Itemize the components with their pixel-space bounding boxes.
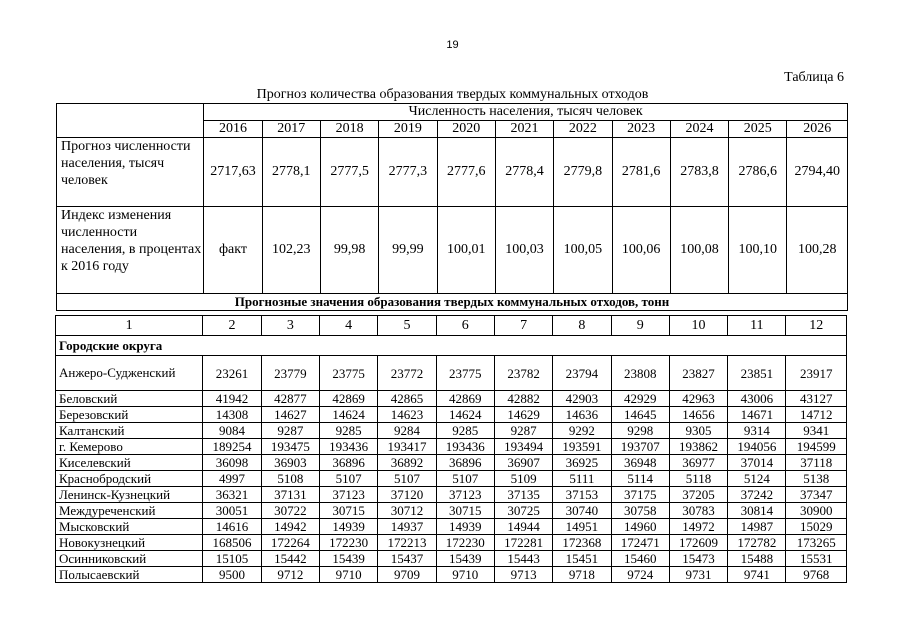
value-cell: 5107 <box>436 471 494 487</box>
year-cell: 2018 <box>320 121 378 138</box>
value-cell: 172213 <box>378 535 436 551</box>
value-cell: 42882 <box>494 391 552 407</box>
value-cell: 9500 <box>203 567 261 583</box>
group-row <box>56 336 847 356</box>
table-row <box>56 503 847 519</box>
value-cell: 36321 <box>203 487 261 503</box>
row-label: Индекс изменения численности населения, в процентах к 2016 году <box>57 207 204 294</box>
value-cell: 37120 <box>378 487 436 503</box>
value-cell: 99,98 <box>320 207 378 294</box>
table-row <box>56 471 847 487</box>
value-cell: 37205 <box>669 487 727 503</box>
value-cell: 36948 <box>611 455 669 471</box>
value-cell: 9285 <box>436 423 494 439</box>
table-row <box>56 567 847 583</box>
value-cell: 5111 <box>553 471 611 487</box>
value-cell: 9718 <box>553 567 611 583</box>
value-cell: 37123 <box>319 487 377 503</box>
value-cell: 41942 <box>203 391 261 407</box>
value-cell: 9298 <box>611 423 669 439</box>
value-cell: 9084 <box>203 423 261 439</box>
value-cell: 42903 <box>553 391 611 407</box>
value-cell: 172782 <box>728 535 786 551</box>
value-cell: 30051 <box>203 503 261 519</box>
year-cell: 2016 <box>204 121 262 138</box>
value-cell: 172230 <box>319 535 377 551</box>
value-cell: 2777,5 <box>320 138 378 207</box>
value-cell: 30740 <box>553 503 611 519</box>
value-cell: 36907 <box>494 455 552 471</box>
value-cell: 14939 <box>319 519 377 535</box>
table-row <box>56 487 847 503</box>
value-cell: 14671 <box>728 407 786 423</box>
value-cell: 15460 <box>611 551 669 567</box>
value-cell: 23772 <box>378 356 436 391</box>
value-cell: 9292 <box>553 423 611 439</box>
value-cell: 37131 <box>261 487 319 503</box>
value-cell: 14636 <box>553 407 611 423</box>
district-name: Беловский <box>56 391 203 407</box>
value-cell: 9768 <box>786 567 847 583</box>
value-cell: 42963 <box>669 391 727 407</box>
value-cell: 5118 <box>669 471 727 487</box>
column-number: 10 <box>669 316 727 336</box>
value-cell: 5107 <box>378 471 436 487</box>
value-cell: 9285 <box>319 423 377 439</box>
value-cell: 14645 <box>611 407 669 423</box>
value-cell: 9713 <box>494 567 552 583</box>
population-forecast-row <box>57 138 848 207</box>
value-cell: 23827 <box>669 356 727 391</box>
value-cell: 15451 <box>553 551 611 567</box>
value-cell: 36977 <box>669 455 727 471</box>
value-cell: 172471 <box>611 535 669 551</box>
value-cell: 23261 <box>203 356 261 391</box>
value-cell: 5109 <box>494 471 552 487</box>
value-cell: 9284 <box>378 423 436 439</box>
year-cell: 2019 <box>379 121 437 138</box>
value-cell: 14623 <box>378 407 436 423</box>
value-cell: 99,99 <box>379 207 437 294</box>
value-cell: 14308 <box>203 407 261 423</box>
value-cell: 30814 <box>728 503 786 519</box>
value-cell: 30783 <box>669 503 727 519</box>
value-cell: 14627 <box>261 407 319 423</box>
value-cell: 30715 <box>319 503 377 519</box>
district-name: Калтанский <box>56 423 203 439</box>
value-cell: 5138 <box>786 471 847 487</box>
value-cell: 2777,6 <box>437 138 495 207</box>
value-cell: 15105 <box>203 551 261 567</box>
value-cell: 100,05 <box>554 207 612 294</box>
value-cell: 30722 <box>261 503 319 519</box>
value-cell: 193475 <box>261 439 319 455</box>
year-cell: 2025 <box>729 121 787 138</box>
value-cell: 9724 <box>611 567 669 583</box>
year-cell: 2024 <box>670 121 728 138</box>
value-cell: 14629 <box>494 407 552 423</box>
table-row <box>56 455 847 471</box>
column-number: 3 <box>261 316 319 336</box>
value-cell: 100,06 <box>612 207 670 294</box>
value-cell: 23775 <box>319 356 377 391</box>
column-number: 4 <box>319 316 377 336</box>
district-name: Мысковский <box>56 519 203 535</box>
value-cell: 100,08 <box>670 207 728 294</box>
value-cell: 9710 <box>436 567 494 583</box>
value-cell: 14987 <box>728 519 786 535</box>
value-cell: 9305 <box>669 423 727 439</box>
district-name: Анжеро-Судженский <box>56 356 203 391</box>
value-cell: 36098 <box>203 455 261 471</box>
value-cell: 23794 <box>553 356 611 391</box>
column-number: 5 <box>378 316 436 336</box>
column-number: 7 <box>494 316 552 336</box>
table-row <box>56 535 847 551</box>
table-row <box>56 519 847 535</box>
year-cell: 2020 <box>437 121 495 138</box>
value-cell: 2717,63 <box>204 138 262 207</box>
group-title: Городские округа <box>56 336 847 356</box>
column-number: 9 <box>611 316 669 336</box>
year-cell: 2026 <box>787 121 848 138</box>
population-table <box>56 103 848 311</box>
column-numbers-row <box>56 316 847 336</box>
waste-forecast-table <box>55 315 847 583</box>
value-cell: 9709 <box>378 567 436 583</box>
district-name: Ленинск-Кузнецкий <box>56 487 203 503</box>
value-cell: 189254 <box>203 439 261 455</box>
forecast-header-row <box>57 294 848 311</box>
value-cell: 173265 <box>786 535 847 551</box>
value-cell: 30758 <box>611 503 669 519</box>
value-cell: 36892 <box>378 455 436 471</box>
forecast-header: Прогнозные значения образования твердых коммунальных отходов, тонн <box>57 294 848 311</box>
value-cell: 193494 <box>494 439 552 455</box>
value-cell: 14712 <box>786 407 847 423</box>
value-cell: 42869 <box>436 391 494 407</box>
value-cell: 2786,6 <box>729 138 787 207</box>
district-name: г. Кемерово <box>56 439 203 455</box>
table-row <box>56 439 847 455</box>
value-cell: 37118 <box>786 455 847 471</box>
value-cell: 23775 <box>436 356 494 391</box>
value-cell: 172281 <box>494 535 552 551</box>
table-row <box>56 423 847 439</box>
value-cell: 15439 <box>436 551 494 567</box>
header-corner-cell <box>57 104 204 138</box>
page-number: 19 <box>446 39 459 51</box>
value-cell: 23782 <box>494 356 552 391</box>
year-cell: 2023 <box>612 121 670 138</box>
value-cell: 2778,1 <box>262 138 320 207</box>
value-cell: 14942 <box>261 519 319 535</box>
district-name: Киселевский <box>56 455 203 471</box>
value-cell: 14624 <box>319 407 377 423</box>
table-row <box>56 391 847 407</box>
value-cell: 14624 <box>436 407 494 423</box>
value-cell: 14960 <box>611 519 669 535</box>
column-number: 6 <box>436 316 494 336</box>
value-cell: 36896 <box>436 455 494 471</box>
value-cell: 100,03 <box>495 207 553 294</box>
column-number: 11 <box>728 316 786 336</box>
value-cell: 30715 <box>436 503 494 519</box>
year-cell: 2021 <box>495 121 553 138</box>
value-cell: 15439 <box>319 551 377 567</box>
value-cell: 9287 <box>494 423 552 439</box>
value-cell: 193707 <box>611 439 669 455</box>
value-cell: 42877 <box>261 391 319 407</box>
value-cell: 2783,8 <box>670 138 728 207</box>
value-cell: 193417 <box>378 439 436 455</box>
district-name: Осинниковский <box>56 551 203 567</box>
district-name: Междуреченский <box>56 503 203 519</box>
table-row <box>56 551 847 567</box>
value-cell: факт <box>204 207 262 294</box>
year-cell: 2017 <box>262 121 320 138</box>
value-cell: 172264 <box>261 535 319 551</box>
district-name: Краснобродский <box>56 471 203 487</box>
value-cell: 14656 <box>669 407 727 423</box>
value-cell: 9712 <box>261 567 319 583</box>
value-cell: 42869 <box>319 391 377 407</box>
table-title: Прогноз количества образования твердых коммунальных отходов <box>256 87 649 102</box>
column-number: 1 <box>56 316 203 336</box>
value-cell: 37135 <box>494 487 552 503</box>
value-cell: 37123 <box>436 487 494 503</box>
value-cell: 37242 <box>728 487 786 503</box>
value-cell: 15029 <box>786 519 847 535</box>
column-number: 2 <box>203 316 261 336</box>
population-index-row <box>57 207 848 294</box>
value-cell: 15442 <box>261 551 319 567</box>
value-cell: 43127 <box>786 391 847 407</box>
value-cell: 4997 <box>203 471 261 487</box>
value-cell: 37153 <box>553 487 611 503</box>
value-cell: 172368 <box>553 535 611 551</box>
value-cell: 9741 <box>728 567 786 583</box>
value-cell: 2778,4 <box>495 138 553 207</box>
value-cell: 9341 <box>786 423 847 439</box>
value-cell: 2777,3 <box>379 138 437 207</box>
value-cell: 194056 <box>728 439 786 455</box>
table-row <box>56 407 847 423</box>
column-number: 8 <box>553 316 611 336</box>
value-cell: 42929 <box>611 391 669 407</box>
value-cell: 15443 <box>494 551 552 567</box>
value-cell: 30712 <box>378 503 436 519</box>
value-cell: 5107 <box>319 471 377 487</box>
value-cell: 102,23 <box>262 207 320 294</box>
value-cell: 15488 <box>728 551 786 567</box>
value-cell: 14616 <box>203 519 261 535</box>
value-cell: 37175 <box>611 487 669 503</box>
value-cell: 37014 <box>728 455 786 471</box>
value-cell: 5124 <box>728 471 786 487</box>
value-cell: 5108 <box>261 471 319 487</box>
value-cell: 168506 <box>203 535 261 551</box>
value-cell: 14951 <box>553 519 611 535</box>
district-name: Новокузнецкий <box>56 535 203 551</box>
value-cell: 9314 <box>728 423 786 439</box>
population-header-row <box>57 104 848 121</box>
value-cell: 172609 <box>669 535 727 551</box>
table-label: Таблица 6 <box>784 70 844 85</box>
row-label: Прогноз численности населения, тысяч человек <box>57 138 204 207</box>
value-cell: 193862 <box>669 439 727 455</box>
table-row <box>56 356 847 391</box>
value-cell: 9287 <box>261 423 319 439</box>
value-cell: 15437 <box>378 551 436 567</box>
value-cell: 193591 <box>553 439 611 455</box>
value-cell: 9710 <box>319 567 377 583</box>
value-cell: 2794,40 <box>787 138 848 207</box>
value-cell: 194599 <box>786 439 847 455</box>
value-cell: 100,10 <box>729 207 787 294</box>
value-cell: 5114 <box>611 471 669 487</box>
value-cell: 23808 <box>611 356 669 391</box>
value-cell: 37347 <box>786 487 847 503</box>
value-cell: 30900 <box>786 503 847 519</box>
value-cell: 36896 <box>319 455 377 471</box>
value-cell: 100,01 <box>437 207 495 294</box>
value-cell: 36925 <box>553 455 611 471</box>
value-cell: 172230 <box>436 535 494 551</box>
value-cell: 23779 <box>261 356 319 391</box>
value-cell: 193436 <box>436 439 494 455</box>
value-cell: 14972 <box>669 519 727 535</box>
value-cell: 2779,8 <box>554 138 612 207</box>
value-cell: 42865 <box>378 391 436 407</box>
value-cell: 14944 <box>494 519 552 535</box>
value-cell: 30725 <box>494 503 552 519</box>
value-cell: 36903 <box>261 455 319 471</box>
value-cell: 193436 <box>319 439 377 455</box>
value-cell: 23917 <box>786 356 847 391</box>
value-cell: 23851 <box>728 356 786 391</box>
value-cell: 14939 <box>436 519 494 535</box>
population-header: Численность населения, тысяч человек <box>204 104 848 121</box>
column-number: 12 <box>786 316 847 336</box>
year-cell: 2022 <box>554 121 612 138</box>
value-cell: 100,28 <box>787 207 848 294</box>
value-cell: 15531 <box>786 551 847 567</box>
value-cell: 43006 <box>728 391 786 407</box>
value-cell: 9731 <box>669 567 727 583</box>
district-name: Березовский <box>56 407 203 423</box>
value-cell: 14937 <box>378 519 436 535</box>
value-cell: 2781,6 <box>612 138 670 207</box>
district-name: Полысаевский <box>56 567 203 583</box>
value-cell: 15473 <box>669 551 727 567</box>
